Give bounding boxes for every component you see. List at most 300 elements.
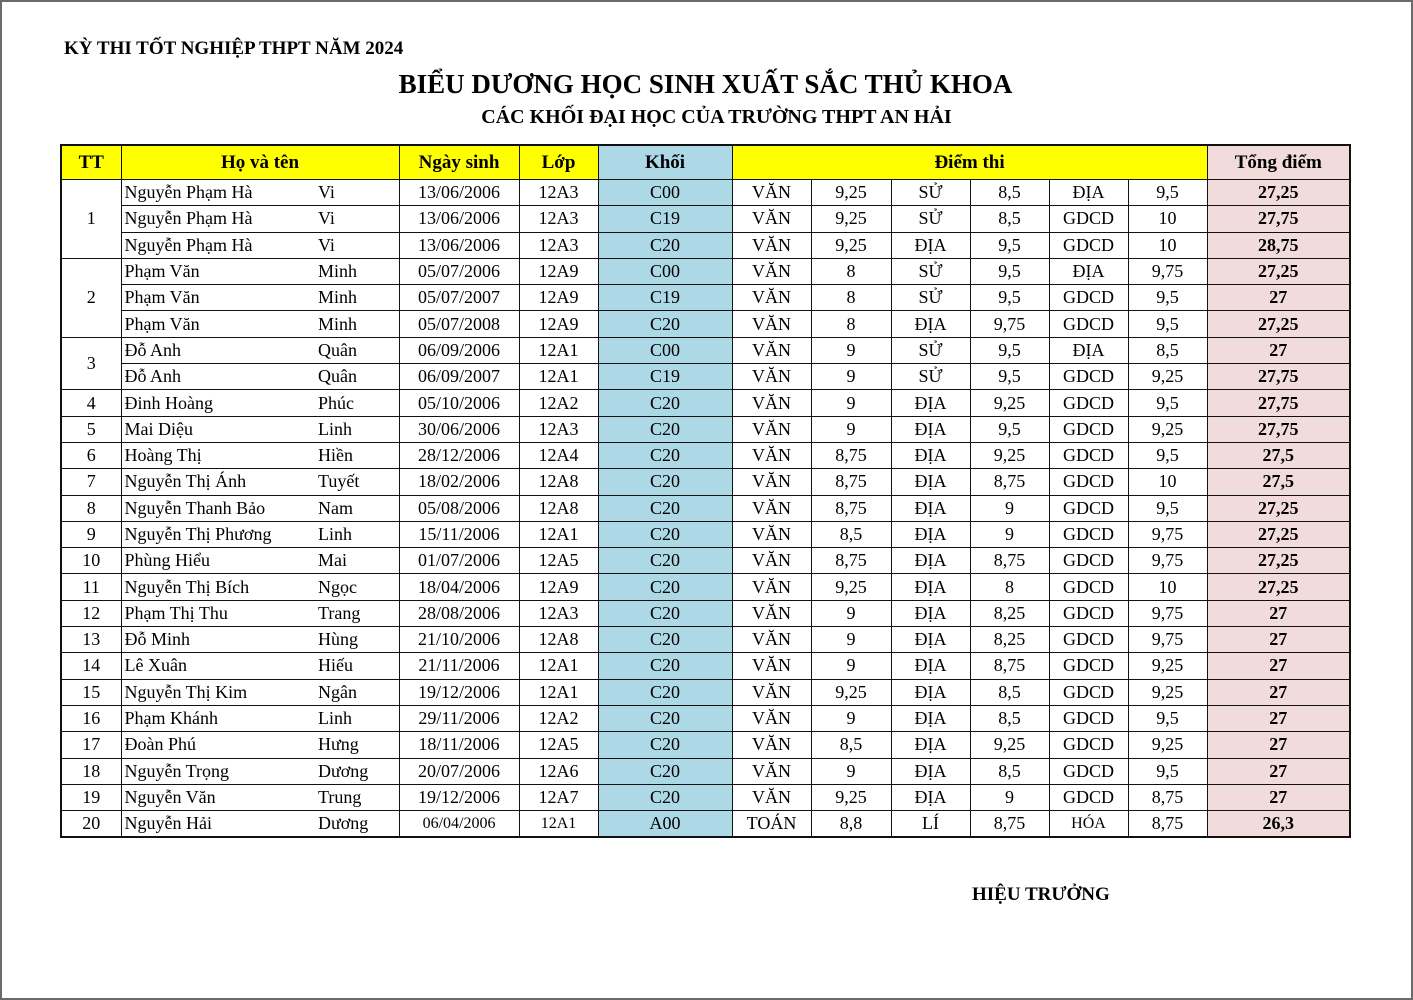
subject-score: 9,5 (970, 285, 1049, 311)
row-number: 14 (61, 653, 121, 679)
subject-score: 9,25 (811, 180, 891, 206)
date-of-birth: 06/09/2006 (399, 337, 519, 363)
table-row (61, 337, 1350, 363)
total-score: 27 (1207, 337, 1350, 363)
table-row (61, 811, 1350, 838)
subject-name: ĐỊA (891, 442, 970, 468)
student-surname: Nguyễn Hải (121, 811, 318, 838)
subject-score: 8,5 (970, 758, 1049, 784)
date-of-birth: 06/04/2006 (399, 811, 519, 838)
subject-score: 8,5 (1128, 337, 1207, 363)
subject-name: VĂN (732, 784, 811, 810)
subject-score: 9 (811, 337, 891, 363)
exam-block: C19 (598, 285, 732, 311)
subject-name: GDCD (1049, 784, 1128, 810)
subject-score: 8,75 (811, 495, 891, 521)
subject-name: SỬ (891, 364, 970, 390)
total-score: 27,25 (1207, 180, 1350, 206)
exam-block: C20 (598, 521, 732, 547)
subject-name: VĂN (732, 732, 811, 758)
student-surname: Nguyễn Phạm Hà (121, 180, 318, 206)
exam-block: C20 (598, 232, 732, 258)
student-given-name: Phúc (318, 390, 399, 416)
total-score: 28,75 (1207, 232, 1350, 258)
exam-block: C20 (598, 758, 732, 784)
exam-block: C19 (598, 206, 732, 232)
exam-block: C00 (598, 180, 732, 206)
date-of-birth: 05/07/2007 (399, 285, 519, 311)
subject-score: 8 (970, 574, 1049, 600)
total-score: 27,25 (1207, 574, 1350, 600)
subject-score: 9,25 (1128, 679, 1207, 705)
row-number: 20 (61, 811, 121, 838)
header-tt: TT (61, 145, 121, 180)
date-of-birth: 13/06/2006 (399, 180, 519, 206)
subject-name: ĐỊA (891, 732, 970, 758)
class-name: 12A1 (519, 653, 598, 679)
student-surname: Nguyễn Phạm Hà (121, 232, 318, 258)
subject-name: GDCD (1049, 627, 1128, 653)
student-given-name: Linh (318, 416, 399, 442)
total-score: 27,25 (1207, 495, 1350, 521)
student-given-name: Hùng (318, 627, 399, 653)
student-given-name: Vi (318, 180, 399, 206)
subject-name: GDCD (1049, 495, 1128, 521)
total-score: 27,5 (1207, 442, 1350, 468)
subject-score: 9,5 (970, 364, 1049, 390)
class-name: 12A6 (519, 758, 598, 784)
header-dob: Ngày sinh (399, 145, 519, 180)
subject-name: VĂN (732, 705, 811, 731)
table-row (61, 311, 1350, 337)
subject-name: VĂN (732, 258, 811, 284)
header-block: Khối (598, 145, 732, 180)
total-score: 27 (1207, 653, 1350, 679)
subject-score: 9 (970, 784, 1049, 810)
table-row (61, 180, 1350, 206)
exam-block: C20 (598, 679, 732, 705)
subject-name: GDCD (1049, 206, 1128, 232)
subject-score: 9,25 (1128, 364, 1207, 390)
subject-score: 9 (811, 758, 891, 784)
class-name: 12A9 (519, 258, 598, 284)
table-row (61, 390, 1350, 416)
total-score: 26,3 (1207, 811, 1350, 838)
row-number: 13 (61, 627, 121, 653)
student-given-name: Vi (318, 232, 399, 258)
exam-block: C20 (598, 653, 732, 679)
exam-block: C20 (598, 705, 732, 731)
student-given-name: Ngọc (318, 574, 399, 600)
subject-score: 8,75 (811, 469, 891, 495)
class-name: 12A3 (519, 416, 598, 442)
class-name: 12A3 (519, 180, 598, 206)
row-number: 7 (61, 469, 121, 495)
table-row (61, 442, 1350, 468)
page-title (2, 69, 1413, 100)
student-given-name: Linh (318, 705, 399, 731)
student-surname: Đỗ Anh (121, 337, 318, 363)
exam-block: C20 (598, 495, 732, 521)
subject-score: 9,75 (1128, 600, 1207, 626)
date-of-birth: 05/10/2006 (399, 390, 519, 416)
subject-score: 9,5 (1128, 390, 1207, 416)
date-of-birth: 18/11/2006 (399, 732, 519, 758)
table-row (61, 600, 1350, 626)
subject-score: 10 (1128, 469, 1207, 495)
class-name: 12A9 (519, 311, 598, 337)
table-row (61, 548, 1350, 574)
subject-name: LÍ (891, 811, 970, 838)
subject-score: 8 (811, 311, 891, 337)
subject-score: 9,5 (1128, 758, 1207, 784)
student-surname: Nguyễn Thị Kim (121, 679, 318, 705)
student-given-name: Tuyết (318, 469, 399, 495)
exam-block: C20 (598, 390, 732, 416)
subject-name: ĐỊA (891, 548, 970, 574)
table-row (61, 574, 1350, 600)
row-number: 15 (61, 679, 121, 705)
total-score: 27,75 (1207, 390, 1350, 416)
subject-name: ĐỊA (891, 784, 970, 810)
row-number: 9 (61, 521, 121, 547)
row-number: 3 (61, 337, 121, 390)
header-scores: Điểm thi (732, 145, 1207, 180)
subject-score: 9 (970, 495, 1049, 521)
total-score: 27,75 (1207, 416, 1350, 442)
subject-name: VĂN (732, 416, 811, 442)
student-surname: Nguyễn Phạm Hà (121, 206, 318, 232)
date-of-birth: 18/04/2006 (399, 574, 519, 600)
student-surname: Đỗ Anh (121, 364, 318, 390)
exam-block: C20 (598, 311, 732, 337)
student-surname: Đinh Hoàng (121, 390, 318, 416)
subject-score: 9,25 (811, 232, 891, 258)
student-surname: Phạm Văn (121, 285, 318, 311)
subject-name: GDCD (1049, 521, 1128, 547)
subject-name: GDCD (1049, 548, 1128, 574)
row-number: 18 (61, 758, 121, 784)
subject-name: ĐỊA (891, 390, 970, 416)
subject-score: 9,5 (970, 337, 1049, 363)
student-surname: Phạm Văn (121, 311, 318, 337)
subject-name: VĂN (732, 548, 811, 574)
table-body (61, 180, 1350, 838)
exam-block: C19 (598, 364, 732, 390)
subject-score: 9,75 (1128, 521, 1207, 547)
date-of-birth: 15/11/2006 (399, 521, 519, 547)
page-subtitle (2, 106, 1413, 129)
subject-score: 9,75 (1128, 548, 1207, 574)
subject-name: GDCD (1049, 732, 1128, 758)
subject-name: HÓA (1049, 811, 1128, 838)
honor-table (60, 144, 1351, 838)
exam-block: C20 (598, 548, 732, 574)
table-header-row (61, 145, 1350, 180)
subject-score: 8,25 (970, 627, 1049, 653)
date-of-birth: 19/12/2006 (399, 679, 519, 705)
class-name: 12A8 (519, 495, 598, 521)
date-of-birth: 18/02/2006 (399, 469, 519, 495)
subject-score: 9,25 (1128, 416, 1207, 442)
date-of-birth: 06/09/2007 (399, 364, 519, 390)
table-row (61, 285, 1350, 311)
subject-name: SỬ (891, 285, 970, 311)
total-score: 27,25 (1207, 521, 1350, 547)
subject-name: ĐỊA (891, 758, 970, 784)
subject-score: 9,5 (970, 416, 1049, 442)
date-of-birth: 21/10/2006 (399, 627, 519, 653)
student-surname: Nguyễn Thanh Bảo (121, 495, 318, 521)
subject-name: ĐỊA (891, 653, 970, 679)
total-score: 27,25 (1207, 258, 1350, 284)
subject-name: SỬ (891, 180, 970, 206)
subject-name: VĂN (732, 180, 811, 206)
table-row (61, 364, 1350, 390)
subject-score: 10 (1128, 206, 1207, 232)
subject-name: VĂN (732, 442, 811, 468)
page-title-text: BIỂU DƯƠNG HỌC SINH XUẤT SẮC THỦ KHOA (398, 69, 1013, 99)
date-of-birth: 21/11/2006 (399, 653, 519, 679)
row-number: 4 (61, 390, 121, 416)
student-surname: Đỗ Minh (121, 627, 318, 653)
subject-name: ĐỊA (891, 679, 970, 705)
student-surname: Mai Diệu (121, 416, 318, 442)
student-surname: Đoàn Phú (121, 732, 318, 758)
subject-score: 8,25 (970, 600, 1049, 626)
subject-score: 9,5 (1128, 705, 1207, 731)
total-score: 27 (1207, 627, 1350, 653)
subject-score: 9,5 (1128, 442, 1207, 468)
subject-name: GDCD (1049, 311, 1128, 337)
exam-block: C20 (598, 442, 732, 468)
subject-name: SỬ (891, 258, 970, 284)
subject-score: 8,75 (1128, 784, 1207, 810)
subject-score: 9,75 (1128, 258, 1207, 284)
exam-block: C20 (598, 784, 732, 810)
subject-name: GDCD (1049, 653, 1128, 679)
table-row (61, 206, 1350, 232)
class-name: 12A1 (519, 337, 598, 363)
subject-name: ĐỊA (891, 469, 970, 495)
row-number: 11 (61, 574, 121, 600)
class-name: 12A2 (519, 705, 598, 731)
subject-name: ĐỊA (891, 232, 970, 258)
table-row (61, 732, 1350, 758)
subject-name: VĂN (732, 653, 811, 679)
total-score: 27,25 (1207, 548, 1350, 574)
total-score: 27 (1207, 784, 1350, 810)
subject-name: ĐỊA (891, 705, 970, 731)
subject-score: 8,8 (811, 811, 891, 838)
total-score: 27,5 (1207, 469, 1350, 495)
subject-score: 9 (811, 600, 891, 626)
subject-name: SỬ (891, 337, 970, 363)
subject-score: 8,5 (970, 206, 1049, 232)
row-number: 8 (61, 495, 121, 521)
subject-name: VĂN (732, 758, 811, 784)
subject-name: GDCD (1049, 705, 1128, 731)
class-name: 12A4 (519, 442, 598, 468)
student-surname: Phạm Khánh (121, 705, 318, 731)
exam-block: C20 (598, 732, 732, 758)
date-of-birth: 05/07/2006 (399, 258, 519, 284)
exam-block: C20 (598, 600, 732, 626)
subject-score: 9,25 (811, 574, 891, 600)
student-given-name: Nam (318, 495, 399, 521)
subject-score: 9,5 (1128, 311, 1207, 337)
subject-name: VĂN (732, 311, 811, 337)
student-given-name: Hưng (318, 732, 399, 758)
class-name: 12A3 (519, 206, 598, 232)
subject-score: 9,5 (970, 258, 1049, 284)
subject-score: 8,5 (811, 521, 891, 547)
subject-name: GDCD (1049, 758, 1128, 784)
student-given-name: Dương (318, 811, 399, 838)
subject-score: 8,5 (970, 679, 1049, 705)
subject-name: ĐỊA (891, 574, 970, 600)
subject-score: 8 (811, 258, 891, 284)
subject-name: GDCD (1049, 442, 1128, 468)
subject-name: ĐỊA (891, 416, 970, 442)
row-number: 19 (61, 784, 121, 810)
subject-name: GDCD (1049, 390, 1128, 416)
class-name: 12A3 (519, 600, 598, 626)
subject-score: 9,25 (1128, 653, 1207, 679)
student-given-name: Hiền (318, 442, 399, 468)
exam-block: A00 (598, 811, 732, 838)
subject-score: 8,75 (811, 548, 891, 574)
student-surname: Hoàng Thị (121, 442, 318, 468)
class-name: 12A3 (519, 232, 598, 258)
subject-name: ĐỊA (891, 600, 970, 626)
student-surname: Nguyễn Thị Bích (121, 574, 318, 600)
subject-name: VĂN (732, 627, 811, 653)
subject-name: ĐỊA (1049, 337, 1128, 363)
student-given-name: Quân (318, 337, 399, 363)
class-name: 12A1 (519, 811, 598, 838)
subject-score: 9,25 (811, 784, 891, 810)
total-score: 27 (1207, 705, 1350, 731)
subject-score: 8,75 (1128, 811, 1207, 838)
total-score: 27 (1207, 758, 1350, 784)
subject-name: VĂN (732, 364, 811, 390)
subject-name: ĐỊA (1049, 258, 1128, 284)
subject-name: ĐỊA (891, 627, 970, 653)
subject-score: 9,5 (970, 232, 1049, 258)
row-number: 10 (61, 548, 121, 574)
subject-score: 9 (811, 390, 891, 416)
subject-score: 8,75 (970, 653, 1049, 679)
class-name: 12A9 (519, 285, 598, 311)
total-score: 27 (1207, 679, 1350, 705)
exam-block: C20 (598, 416, 732, 442)
subject-score: 8 (811, 285, 891, 311)
subject-score: 9 (811, 364, 891, 390)
class-name: 12A1 (519, 521, 598, 547)
subject-score: 9 (811, 416, 891, 442)
subject-score: 9,25 (970, 390, 1049, 416)
subject-score: 9,25 (811, 679, 891, 705)
subject-name: ĐỊA (891, 521, 970, 547)
date-of-birth: 19/12/2006 (399, 784, 519, 810)
class-name: 12A5 (519, 548, 598, 574)
date-of-birth: 01/07/2006 (399, 548, 519, 574)
class-name: 12A7 (519, 784, 598, 810)
total-score: 27,75 (1207, 206, 1350, 232)
subject-name: ĐỊA (891, 311, 970, 337)
student-given-name: Minh (318, 311, 399, 337)
exam-block: C00 (598, 337, 732, 363)
subject-name: VĂN (732, 600, 811, 626)
header-name: Họ và tên (121, 145, 399, 180)
subject-score: 9,5 (1128, 495, 1207, 521)
student-given-name: Trung (318, 784, 399, 810)
student-given-name: Minh (318, 258, 399, 284)
subject-name: GDCD (1049, 469, 1128, 495)
subject-name: VĂN (732, 495, 811, 521)
principal-signature-title: HIỆU TRƯỞNG (972, 884, 1110, 905)
row-number: 16 (61, 705, 121, 731)
subject-score: 9 (811, 705, 891, 731)
subject-score: 8,5 (811, 732, 891, 758)
student-surname: Phạm Văn (121, 258, 318, 284)
subject-score: 8,75 (811, 442, 891, 468)
subject-score: 9,5 (1128, 180, 1207, 206)
subject-score: 8,75 (970, 469, 1049, 495)
exam-block: C00 (598, 258, 732, 284)
table-row (61, 653, 1350, 679)
row-number: 5 (61, 416, 121, 442)
subject-name: GDCD (1049, 232, 1128, 258)
subject-score: 9 (970, 521, 1049, 547)
student-given-name: Ngân (318, 679, 399, 705)
subject-name: GDCD (1049, 679, 1128, 705)
subject-score: 9,25 (970, 732, 1049, 758)
subject-name: VĂN (732, 390, 811, 416)
student-surname: Nguyễn Văn (121, 784, 318, 810)
subject-score: 10 (1128, 574, 1207, 600)
date-of-birth: 05/08/2006 (399, 495, 519, 521)
subject-name: TOÁN (732, 811, 811, 838)
subject-score: 10 (1128, 232, 1207, 258)
table-row (61, 232, 1350, 258)
subject-name: VĂN (732, 337, 811, 363)
table-row (61, 705, 1350, 731)
student-given-name: Quân (318, 364, 399, 390)
subject-name: VĂN (732, 469, 811, 495)
class-name: 12A1 (519, 364, 598, 390)
subject-name: GDCD (1049, 600, 1128, 626)
total-score: 27,25 (1207, 311, 1350, 337)
student-surname: Lê Xuân (121, 653, 318, 679)
table-row (61, 627, 1350, 653)
subject-score: 9,75 (970, 311, 1049, 337)
student-given-name: Linh (318, 521, 399, 547)
student-given-name: Trang (318, 600, 399, 626)
table-row (61, 758, 1350, 784)
subject-name: GDCD (1049, 364, 1128, 390)
student-surname: Nguyễn Thị Ánh (121, 469, 318, 495)
row-number: 12 (61, 600, 121, 626)
student-given-name: Hiếu (318, 653, 399, 679)
subject-score: 8,75 (970, 811, 1049, 838)
subject-name: VĂN (732, 679, 811, 705)
subject-name: ĐỊA (1049, 180, 1128, 206)
class-name: 12A8 (519, 627, 598, 653)
date-of-birth: 20/07/2006 (399, 758, 519, 784)
exam-title: KỲ THI TỐT NGHIỆP THPT NĂM 2024 (64, 38, 404, 59)
